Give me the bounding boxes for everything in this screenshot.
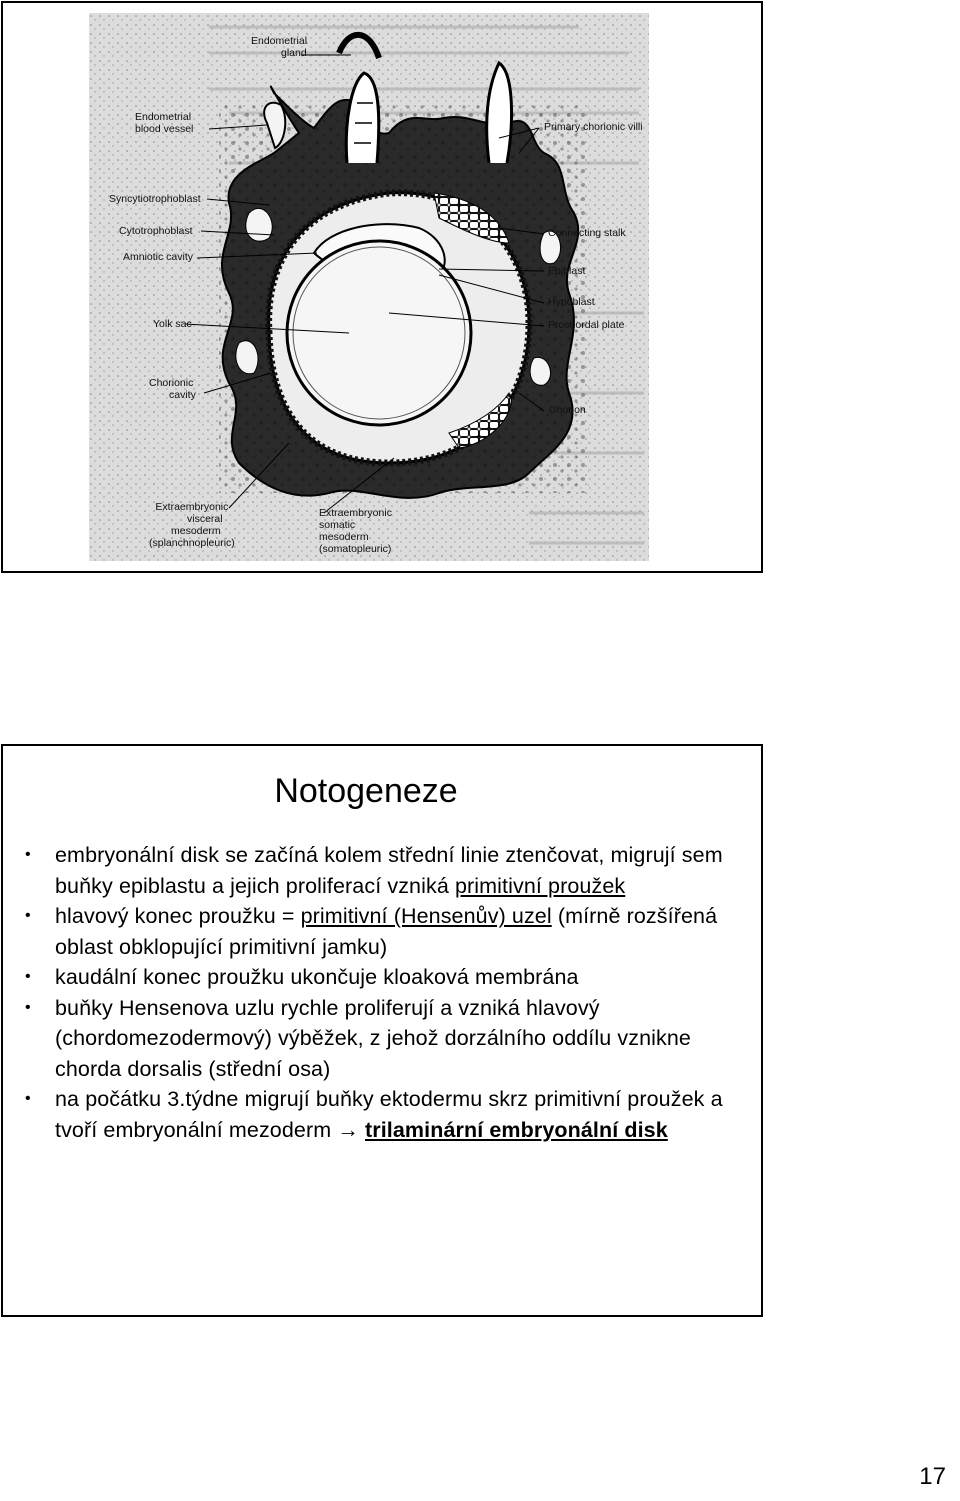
label-amniotic-cavity: Amniotic cavity [123,251,194,263]
label-primary-chorionic-villi: Primary chorionic villi [544,121,643,133]
label-endometrial-gland: Endometrial gland [251,35,308,59]
label-hypoblast: Hypoblast [548,296,595,308]
label-syncytiotrophoblast: Syncytiotrophoblast [109,193,201,205]
label-yolk-sac: Yolk sac [153,318,192,330]
bullet-item [23,962,739,993]
bullet-dot: • [25,846,31,863]
diagram-slide [1,1,763,573]
bullet-text: embryonální disk se začíná kolem střední linie ztenčovat, migrují sem buňky epiblastu a jejich proliferací vzniká primitivní proužek [55,843,723,898]
bullet-item [23,840,739,901]
label-endometrial-blood-vessel: Endometrial blood vessel [135,111,194,135]
embryo-diagram-graphic [89,13,649,561]
bullet-item [23,993,739,1085]
bullet-dot: • [25,907,31,924]
bullet-text: kaudální konec proužku ukončuje kloaková membrána [55,965,579,989]
text-slide [1,744,763,1317]
label-prochordal-plate: Prochordal plate [548,319,625,331]
bullet-list [23,840,739,1145]
bullet-dot: • [25,1090,31,1107]
bullet-item [23,1084,739,1145]
embryo-diagram [89,13,649,561]
label-chorionic-cavity: Chorionic cavity [149,377,196,401]
bullet-dot: • [25,968,31,985]
label-chorion: Chorion [549,404,586,416]
bullet-text: na počátku 3.týdne migrují buňky ektodermu skrz primitivní proužek a tvoří embryonální mezoderm → trilaminární embryonální disk [55,1087,723,1142]
label-connecting-stalk: Connecting stalk [548,227,626,239]
bullet-dot: • [25,998,31,1016]
page-number: 17 [919,1463,946,1490]
bullet-text: hlavový konec proužku = primitivní (Hensenův) uzel (mírně rozšířená oblast obklopující primitivní jamku) [55,904,718,959]
label-extraembryonic-visceral-mesoderm: Extraembryonic visceral mesoderm (splanchnopleuric) [149,501,235,549]
label-cytotrophoblast: Cytotrophoblast [119,225,193,237]
bullet-text: buňky Hensenova uzlu rychle proliferují a vzniká hlavový (chordomezodermový) výběžek, z jehož dorzálního oddílu vznikne chorda dorsalis (střední osa) [55,995,691,1081]
label-epiblast: Epiblast [548,265,586,277]
bullet-item [23,901,739,962]
arrow-icon: → [337,1117,359,1142]
label-extraembryonic-somatic-mesoderm: Extraembryonic somatic mesoderm (somatopleuric) [319,507,392,555]
slide-title: Notogeneze [274,772,458,810]
